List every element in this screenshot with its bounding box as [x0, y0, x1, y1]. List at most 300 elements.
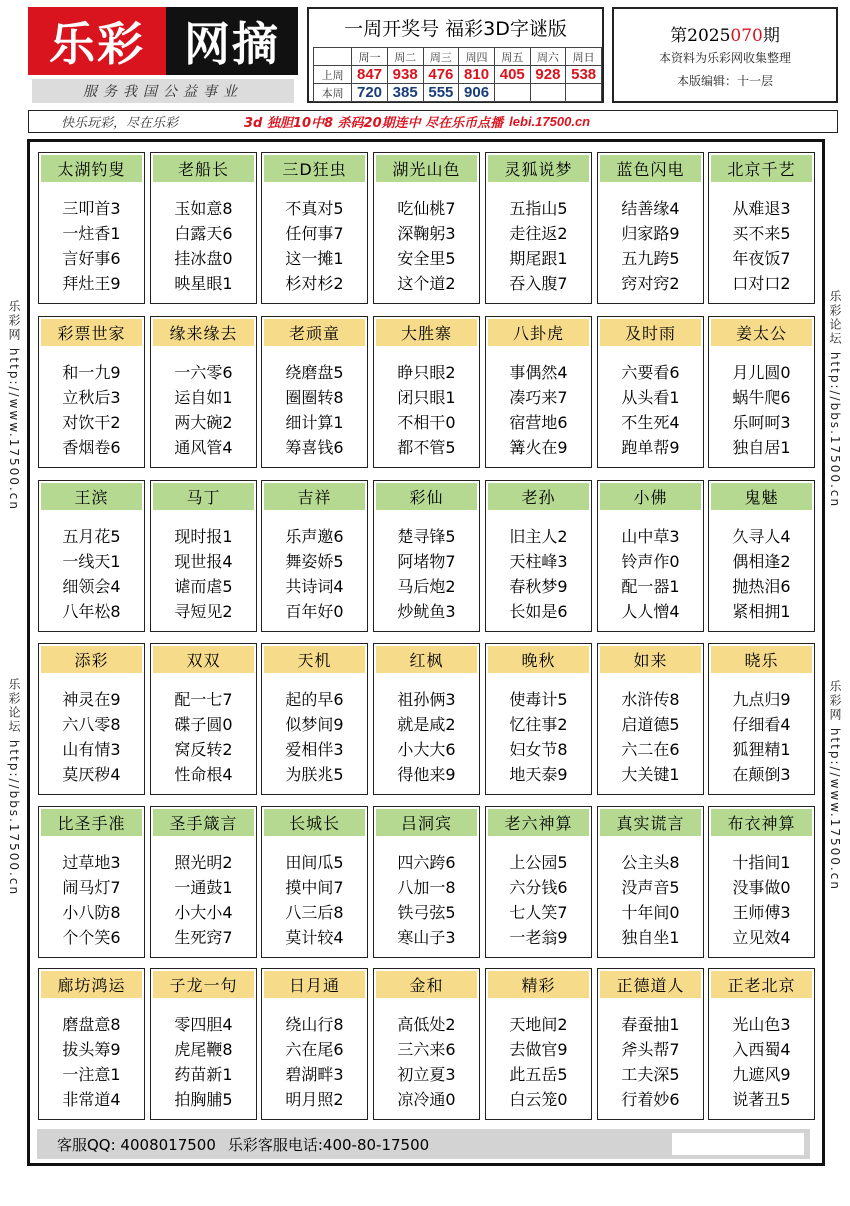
cell-riddle-lines: [598, 687, 703, 787]
issue-prefix: 第2025: [670, 26, 731, 46]
riddle-cell: [485, 806, 592, 958]
riddle-line: 乐声邀6: [285, 527, 344, 546]
riddle-line: 抛热泪6: [732, 577, 791, 596]
riddle-line: 去做官9: [509, 1040, 568, 1059]
riddle-line: 结善缘4: [621, 199, 680, 218]
footer-tel: 乐彩客服电话:400-80-17500: [227, 1135, 430, 1154]
riddle-line: 跑单帮9: [621, 438, 680, 457]
riddle-line: 篝火在9: [509, 438, 568, 457]
riddle-cell: [597, 152, 704, 304]
riddle-line: 虎尾鞭8: [174, 1040, 233, 1059]
riddle-line: 没声音5: [621, 878, 680, 897]
riddle-line: 久寻人4: [732, 527, 791, 546]
riddle-cell: [38, 643, 145, 795]
this-week-number: 555: [423, 84, 459, 102]
cell-author: 长城长: [264, 809, 365, 836]
riddle-cell: [373, 643, 480, 795]
cell-riddle-lines: [709, 524, 814, 624]
riddle-line: 凑巧来7: [509, 388, 568, 407]
last-week-number: 405: [494, 66, 530, 84]
riddle-line: 生死窍7: [174, 928, 233, 947]
riddle-line: 睁只眼2: [397, 363, 456, 382]
cell-riddle-lines: [709, 360, 814, 460]
riddle-cell: [373, 316, 480, 468]
cell-author: 如来: [600, 646, 701, 673]
row-label-this-week: 本周: [314, 84, 352, 102]
riddle-line: 走往返2: [509, 224, 568, 243]
cell-riddle-lines: [486, 524, 591, 624]
riddle-line: 五指山5: [509, 199, 568, 218]
cell-author: 吉祥: [264, 483, 365, 510]
riddle-line: 百年好0: [285, 602, 344, 621]
riddle-line: 运自如1: [174, 388, 233, 407]
riddle-line: 狐狸精1: [732, 740, 791, 759]
riddle-line: 蜗牛爬6: [732, 388, 791, 407]
issue-num: 070: [730, 26, 763, 46]
cell-riddle-lines: [151, 850, 256, 950]
riddle-cell: [150, 316, 257, 468]
riddle-line: 碟子圆0: [174, 715, 233, 734]
cell-author: 八卦虎: [488, 319, 589, 346]
cell-author: 添彩: [41, 646, 142, 673]
riddle-line: 通风管4: [174, 438, 233, 457]
riddle-cell: [38, 152, 145, 304]
cell-riddle-lines: [39, 360, 144, 460]
riddle-line: 八年松8: [62, 602, 121, 621]
riddle-line: 买不来5: [732, 224, 791, 243]
cell-riddle-lines: [151, 1012, 256, 1112]
riddle-line: 人人憎4: [621, 602, 680, 621]
cell-riddle-lines: [598, 196, 703, 296]
cell-riddle-lines: [374, 850, 479, 950]
riddle-line: 和一九9: [62, 363, 121, 382]
riddle-line: 七人笑7: [509, 903, 568, 922]
cell-author: 子龙一句: [153, 971, 254, 998]
riddle-line: 深鞠躬3: [397, 224, 456, 243]
riddle-line: 窝反转2: [174, 740, 233, 759]
riddle-line: 谑而虐5: [174, 577, 233, 596]
riddle-line: 玉如意8: [174, 199, 233, 218]
riddle-cell: [150, 152, 257, 304]
day-header: 周四: [459, 48, 495, 66]
riddle-cell: [485, 643, 592, 795]
riddle-cell: [485, 968, 592, 1120]
riddle-line: 入西蜀4: [732, 1040, 791, 1059]
riddle-line: 工夫深5: [621, 1065, 680, 1084]
riddle-line: 十指间1: [732, 853, 791, 872]
riddle-line: 一通鼓1: [174, 878, 233, 897]
riddle-line: 铃声作0: [621, 552, 680, 571]
logo: [28, 7, 298, 103]
riddle-cell: [261, 480, 368, 632]
cell-author: 比圣手准: [41, 809, 142, 836]
riddle-line: 一炷香1: [62, 224, 121, 243]
riddle-line: 白露天6: [174, 224, 233, 243]
riddle-line: 六在尾6: [285, 1040, 344, 1059]
last-week-number: 928: [530, 66, 566, 84]
riddle-line: 一注意1: [62, 1065, 121, 1084]
riddle-cell: [38, 806, 145, 958]
riddle-line: 十年间0: [621, 903, 680, 922]
day-header: 周五: [494, 48, 530, 66]
cell-author: 灵狐说梦: [488, 155, 589, 182]
cell-riddle-lines: [39, 850, 144, 950]
cell-author: 金和: [376, 971, 477, 998]
riddle-line: 就是咸2: [397, 715, 456, 734]
last-week-number: 938: [387, 66, 423, 84]
cell-riddle-lines: [39, 196, 144, 296]
riddle-line: 八加一8: [397, 878, 456, 897]
riddle-line: 碧湖畔3: [285, 1065, 344, 1084]
riddle-cell: [373, 806, 480, 958]
riddle-line: 拍胸脯5: [174, 1090, 233, 1109]
cell-riddle-lines: [374, 1012, 479, 1112]
cell-riddle-lines: [598, 524, 703, 624]
this-week-number: 906: [459, 84, 495, 102]
riddle-line: 四六跨6: [397, 853, 456, 872]
cell-author: 吕洞宾: [376, 809, 477, 836]
riddle-line: 对饮干2: [62, 413, 121, 432]
riddle-cell: [597, 643, 704, 795]
riddle-line: 寻短见2: [174, 602, 233, 621]
riddle-cell: [597, 480, 704, 632]
riddle-line: 六要看6: [621, 363, 680, 382]
row-label-last-week: 上周: [314, 66, 352, 84]
riddle-line: 公主头8: [621, 853, 680, 872]
cell-author: 彩仙: [376, 483, 477, 510]
riddle-line: 言好事6: [62, 249, 121, 268]
riddle-line: 零四胆4: [174, 1015, 233, 1034]
riddle-line: 药苗新1: [174, 1065, 233, 1084]
issue-number: [614, 21, 836, 46]
riddle-line: 阿堵物7: [397, 552, 456, 571]
cell-author: 三D狂虫: [264, 155, 365, 182]
side-text-left-bottom: 乐彩论坛 http://bbs.17500.cn: [7, 678, 21, 897]
riddle-line: 楚寻锋5: [397, 527, 456, 546]
logo-text-lecai: 乐彩: [28, 7, 166, 75]
riddle-line: 个个笑6: [62, 928, 121, 947]
riddle-line: 香烟卷6: [62, 438, 121, 457]
cell-author: 布衣神算: [711, 809, 812, 836]
riddle-line: 磨盘意8: [62, 1015, 121, 1034]
riddle-line: 小八防8: [62, 903, 121, 922]
weekly-results-table: [313, 47, 602, 102]
side-text-left-top: 乐彩网 http://www.17500.cn: [7, 300, 21, 511]
cell-author: 晚秋: [488, 646, 589, 673]
cell-author: 鬼魅: [711, 483, 812, 510]
this-week-number: 385: [387, 84, 423, 102]
side-text-right-bottom: 乐彩网 http://www.17500.cn: [828, 680, 842, 891]
cell-riddle-lines: [151, 196, 256, 296]
riddle-line: 斧头帮7: [621, 1040, 680, 1059]
riddle-line: 寒山子3: [397, 928, 456, 947]
riddle-line: 莫厌秽4: [62, 765, 121, 784]
footer-qq: 客服QQ: 4008017500: [57, 1135, 216, 1154]
cell-riddle-lines: [598, 850, 703, 950]
riddle-line: 宿营地6: [509, 413, 568, 432]
riddle-line: 口对口2: [732, 274, 791, 293]
riddle-line: 照光明2: [174, 853, 233, 872]
cell-author: 双双: [153, 646, 254, 673]
riddle-cell: [597, 968, 704, 1120]
riddle-line: 期尾跟1: [509, 249, 568, 268]
riddle-line: 细领会4: [62, 577, 121, 596]
riddle-line: 乐呵呵3: [732, 413, 791, 432]
ticker-slogan: 快乐玩彩，尽在乐彩: [61, 116, 179, 131]
cell-riddle-lines: [262, 687, 367, 787]
riddle-line: 立见效4: [732, 928, 791, 947]
riddle-cell: [373, 480, 480, 632]
riddle-line: 祖孙俩3: [397, 690, 456, 709]
cell-author: 缘来缘去: [153, 319, 254, 346]
riddle-line: 独自居1: [732, 438, 791, 457]
issue-editor: 本版编辑：十一层: [676, 74, 773, 88]
cell-riddle-lines: [486, 687, 591, 787]
riddle-line: 任何事7: [285, 224, 344, 243]
day-header: 周一: [352, 48, 388, 66]
riddle-line: 拔头筹9: [62, 1040, 121, 1059]
cell-riddle-lines: [262, 360, 367, 460]
riddle-line: 天柱峰3: [509, 552, 568, 571]
cell-author: 太湖钓叟: [41, 155, 142, 182]
riddle-line: 天地间2: [509, 1015, 568, 1034]
riddle-line: 地天泰9: [509, 765, 568, 784]
cell-riddle-lines: [262, 1012, 367, 1112]
riddle-line: 山中草3: [621, 527, 680, 546]
riddle-line: 挂冰盘0: [174, 249, 233, 268]
riddle-line: 水浒传8: [621, 690, 680, 709]
riddle-line: 共诗词4: [285, 577, 344, 596]
riddle-line: 年夜饭7: [732, 249, 791, 268]
riddle-cell: [708, 806, 815, 958]
riddle-cell: [261, 316, 368, 468]
cell-riddle-lines: [486, 360, 591, 460]
riddle-line: 爱相伴3: [285, 740, 344, 759]
ticker-link[interactable]: lebi.17500.cn: [509, 114, 591, 129]
riddle-line: 启道德5: [621, 715, 680, 734]
riddle-line: 使毒计5: [509, 690, 568, 709]
riddle-cell: [708, 968, 815, 1120]
riddle-line: 没事做0: [732, 878, 791, 897]
riddle-line: 光山色3: [732, 1015, 791, 1034]
riddle-line: 现时报1: [174, 527, 233, 546]
riddle-line: 绕山行8: [285, 1015, 344, 1034]
riddle-line: 神灵在9: [62, 690, 121, 709]
riddle-cell: [38, 968, 145, 1120]
cell-riddle-lines: [709, 196, 814, 296]
riddle-cell: [261, 806, 368, 958]
riddle-line: 六二在6: [621, 740, 680, 759]
riddle-line: 白云笼0: [509, 1090, 568, 1109]
last-week-number: 810: [459, 66, 495, 84]
last-week-number: 476: [423, 66, 459, 84]
last-week-number: 847: [352, 66, 388, 84]
riddle-line: 莫计较4: [285, 928, 344, 947]
riddle-line: 小大小4: [174, 903, 233, 922]
riddle-line: 行着妙6: [621, 1090, 680, 1109]
riddle-line: 高低处2: [397, 1015, 456, 1034]
riddle-line: 不真对5: [285, 199, 344, 218]
riddle-line: 上公园5: [509, 853, 568, 872]
riddle-cell: [373, 152, 480, 304]
riddle-line: 三六来6: [397, 1040, 456, 1059]
riddle-line: 舞姿娇5: [285, 552, 344, 571]
riddle-cell: [485, 152, 592, 304]
riddle-line: 绕磨盘5: [285, 363, 344, 382]
riddle-line: 五九跨5: [621, 249, 680, 268]
riddle-line: 得他来9: [397, 765, 456, 784]
ticker-bar: [28, 110, 838, 133]
footer-bar: [37, 1129, 810, 1159]
cell-riddle-lines: [262, 524, 367, 624]
riddle-cell: [38, 480, 145, 632]
riddle-cell: [708, 152, 815, 304]
riddle-cell: [261, 968, 368, 1120]
cell-author: 姜太公: [711, 319, 812, 346]
cell-riddle-lines: [374, 524, 479, 624]
riddle-line: 为朕兆5: [285, 765, 344, 784]
cell-riddle-lines: [262, 196, 367, 296]
riddle-line: 长如是6: [509, 602, 568, 621]
cell-author: 老孙: [488, 483, 589, 510]
riddle-cell: [373, 968, 480, 1120]
riddle-line: 田间瓜5: [285, 853, 344, 872]
riddle-line: 都不管5: [397, 438, 456, 457]
riddle-line: 摸中间7: [285, 878, 344, 897]
riddle-line: 九点归9: [732, 690, 791, 709]
riddle-line: 这一摊1: [285, 249, 344, 268]
cell-riddle-lines: [709, 1012, 814, 1112]
riddle-line: 月儿圆0: [732, 363, 791, 382]
riddle-cell: [597, 316, 704, 468]
issue-info-box: [612, 7, 838, 103]
cell-riddle-lines: [374, 196, 479, 296]
cell-author: 真实谎言: [600, 809, 701, 836]
riddle-line: 起的早6: [285, 690, 344, 709]
cell-riddle-lines: [709, 687, 814, 787]
riddle-line: 马后炮2: [397, 577, 456, 596]
riddle-cell: [38, 316, 145, 468]
cell-author: 北京千艺: [711, 155, 812, 182]
riddle-line: 紧相拥1: [732, 602, 791, 621]
cell-author: 老顽童: [264, 319, 365, 346]
riddle-line: 此五岳5: [509, 1065, 568, 1084]
cell-author: 及时雨: [600, 319, 701, 346]
riddle-line: 五月花5: [62, 527, 121, 546]
riddle-line: 春蚕抽1: [621, 1015, 680, 1034]
cell-riddle-lines: [598, 1012, 703, 1112]
riddle-cell: [150, 643, 257, 795]
riddle-line: 王师傅3: [732, 903, 791, 922]
cell-riddle-lines: [39, 687, 144, 787]
last-week-number: 538: [566, 66, 602, 84]
cell-author: 马丁: [153, 483, 254, 510]
issue-suffix: 期: [762, 26, 780, 46]
riddle-line: 一线天1: [62, 552, 121, 571]
cell-author: 晓乐: [711, 646, 812, 673]
riddle-line: 映星眼1: [174, 274, 233, 293]
cell-author: 彩票世家: [41, 319, 142, 346]
cell-author: 正德道人: [600, 971, 701, 998]
riddle-line: 不相干0: [397, 413, 456, 432]
riddle-line: 这个道2: [397, 274, 456, 293]
this-week-number: 720: [352, 84, 388, 102]
riddle-line: 似梦间9: [285, 715, 344, 734]
riddle-line: 忆往事2: [509, 715, 568, 734]
day-header: 周日: [566, 48, 602, 66]
riddle-line: 一六零6: [174, 363, 233, 382]
cell-riddle-lines: [39, 524, 144, 624]
riddle-line: 山有情3: [62, 740, 121, 759]
riddle-line: 筹喜钱6: [285, 438, 344, 457]
logo-slogan: 服务我国公益事业: [32, 79, 294, 103]
riddle-line: 初立夏3: [397, 1065, 456, 1084]
cell-author: 老六神算: [488, 809, 589, 836]
riddle-line: 杉对杉2: [285, 274, 344, 293]
cell-author: 正老北京: [711, 971, 812, 998]
day-header: 周六: [530, 48, 566, 66]
riddle-line: 现世报4: [174, 552, 233, 571]
riddle-line: 从头看1: [621, 388, 680, 407]
cell-riddle-lines: [374, 687, 479, 787]
riddle-line: 小大大6: [397, 740, 456, 759]
riddle-line: 细计算1: [285, 413, 344, 432]
riddle-line: 归家路9: [621, 224, 680, 243]
riddle-line: 炒鱿鱼3: [397, 602, 456, 621]
riddle-line: 春秋梦9: [509, 577, 568, 596]
riddle-cell: [708, 316, 815, 468]
riddle-line: 妇女节8: [509, 740, 568, 759]
cell-riddle-lines: [709, 850, 814, 950]
table-corner: [314, 48, 352, 66]
riddle-line: 六八零8: [62, 715, 121, 734]
riddle-line: 吃仙桃7: [397, 199, 456, 218]
riddle-cell: [261, 643, 368, 795]
footer-blank-box: [672, 1133, 804, 1155]
cell-riddle-lines: [151, 360, 256, 460]
riddle-cell: [150, 968, 257, 1120]
riddle-line: 两大碗2: [174, 413, 233, 432]
riddle-line: 九遮风9: [732, 1065, 791, 1084]
riddle-cell: [708, 480, 815, 632]
riddle-line: 八三后8: [285, 903, 344, 922]
riddle-cell: [485, 480, 592, 632]
riddle-line: 仔细看4: [732, 715, 791, 734]
riddle-cell: [150, 480, 257, 632]
riddle-line: 一老翁9: [509, 928, 568, 947]
cell-riddle-lines: [598, 360, 703, 460]
riddle-line: 旧主人2: [509, 527, 568, 546]
riddle-line: 凉冷通0: [397, 1090, 456, 1109]
riddle-line: 闭只眼1: [397, 388, 456, 407]
riddle-line: 立秋后3: [62, 388, 121, 407]
cell-author: 王滨: [41, 483, 142, 510]
riddle-line: 三叩首3: [62, 199, 121, 218]
cell-author: 蓝色闪电: [600, 155, 701, 182]
riddle-line: 安全里5: [397, 249, 456, 268]
cell-author: 小佛: [600, 483, 701, 510]
cell-author: 红枫: [376, 646, 477, 673]
this-week-number: [566, 84, 602, 102]
riddle-line: 拜灶王9: [62, 274, 121, 293]
cell-author: 湖光山色: [376, 155, 477, 182]
riddle-line: 非常道4: [62, 1090, 121, 1109]
riddle-cell: [597, 806, 704, 958]
riddle-line: 铁弓弦5: [397, 903, 456, 922]
side-text-right-top: 乐彩论坛 http://bbs.17500.cn: [828, 290, 842, 509]
cell-riddle-lines: [151, 687, 256, 787]
riddle-line: 配一器1: [621, 577, 680, 596]
